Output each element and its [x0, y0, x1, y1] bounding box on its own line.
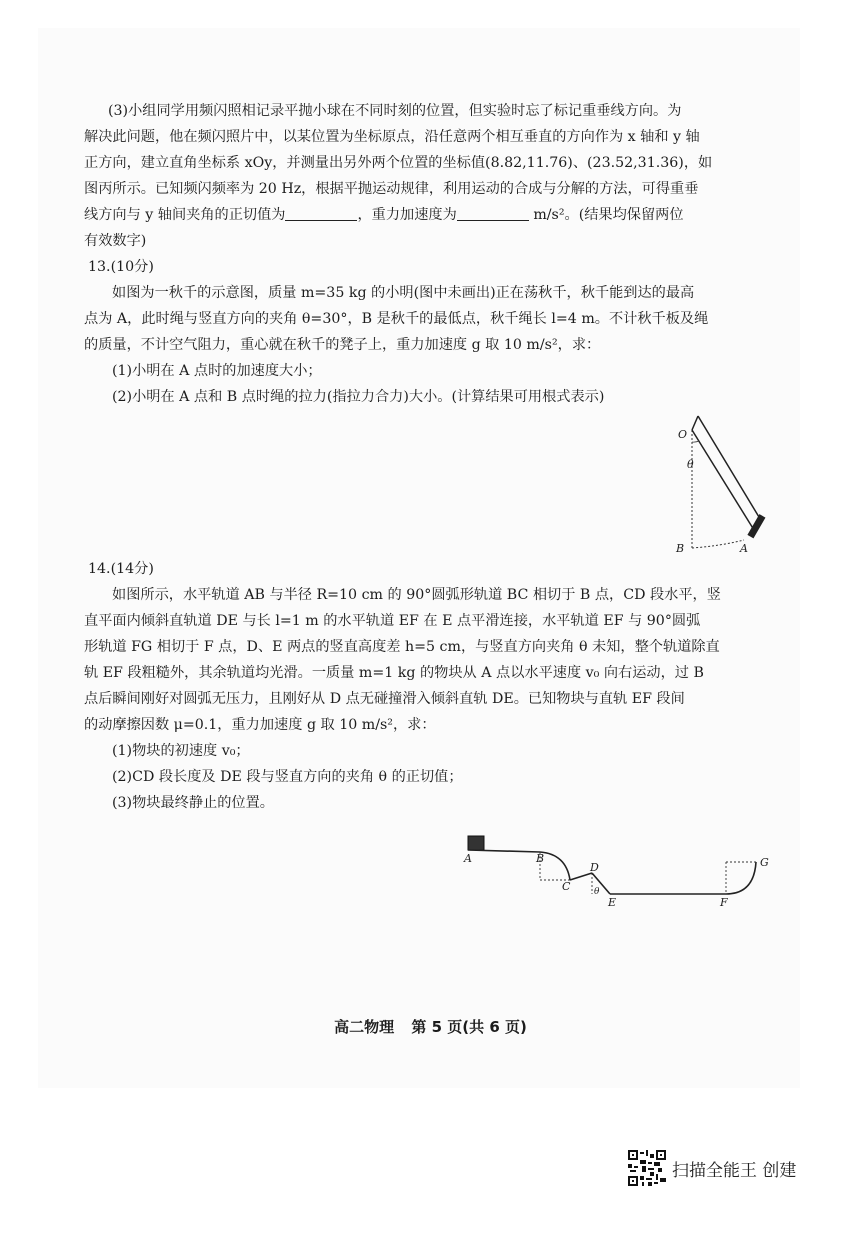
q13-line1: 如图为一秋千的示意图，质量 m=35 kg 的小明(图中未画出)正在荡秋千，秋千能到达的最高 [112, 285, 695, 301]
track-diagram [458, 828, 788, 910]
label-B: B [676, 542, 685, 555]
q14-line5: 点后瞬间刚好对圆弧无压力，且刚好从 D 点无碰撞滑入倾斜直轨 DE。已知物块与直轨 EF 段间 [84, 691, 685, 707]
footer-subject: 高二物理 [334, 1018, 395, 1036]
q12-3-line3: 正方向，建立直角坐标系 xOy，并测量出另外两个位置的坐标值(8.82,11.76)、(23.52,31.36)，如 [84, 155, 713, 171]
q12-3-line5-text-b: ，重力加速度为 [357, 207, 457, 223]
block [468, 836, 484, 850]
q13-sub2: (2)小明在 A 点和 B 点时绳的拉力(指拉力合力)大小。(计算结果可用根式表示) [112, 389, 605, 405]
q13-line3: 的质量，不计空气阻力，重心就在秋千的凳子上，重力加速度 g 取 10 m/s²，求： [84, 337, 601, 353]
label-O: O [678, 428, 688, 441]
label-D: D [590, 861, 599, 874]
q14-line2: 直平面内倾斜直轨道 DE 与长 l=1 m 的水平轨道 EF 在 E 点平滑连接，水平轨道 EF 与 90°圆弧 [84, 613, 701, 629]
rope-top-extension [692, 416, 698, 430]
q13-sub1: (1)小明在 A 点时的加速度大小； [112, 363, 322, 379]
label-A: A [740, 542, 748, 555]
qr-code-icon [628, 1150, 666, 1186]
q12-3-line1: (3)小组同学用频闪照相记录平抛小球在不同时刻的位置，但实验时忘了标记重垂线方向。为 [108, 103, 682, 119]
label-theta: θ [594, 887, 600, 897]
label-E: E [608, 896, 617, 909]
q12-3-line5-text-a: 线方向与 y 轴间夹角的正切值为 [84, 207, 286, 223]
q13-header: 13.(10分) [88, 259, 154, 275]
theta-arc [692, 441, 699, 442]
swing-rope [692, 430, 754, 530]
swing-diagram [670, 410, 780, 560]
q12-3-line5 [84, 202, 684, 228]
q14-line3: 形轨道 FG 相切于 F 点，D、E 两点的竖直高度差 h=5 cm，与竖直方向夹角 θ 未知，整个轨道除直 [84, 639, 720, 655]
swing-rope-upper [698, 416, 762, 522]
label-A: A [464, 852, 472, 865]
watermark-text: 扫描全能王 创建 [672, 1160, 797, 1181]
q12-3-line4: 图丙所示。已知频闪频率为 20 Hz，根据平抛运动规律，利用运动的合成与分解的方法，可得重垂 [84, 181, 699, 197]
q14-header: 14.(14分) [88, 561, 154, 577]
scanner-watermark [628, 1150, 796, 1186]
q14-sub1: (1)物块的初速度 v₀； [112, 743, 250, 759]
q14-sub3: (3)物块最终静止的位置。 [112, 795, 274, 811]
footer-page-number: 第 5 页(共 6 页) [411, 1018, 527, 1036]
q14-line1: 如图所示，水平轨道 AB 与半径 R=10 cm 的 90°圆弧形轨道 BC 相切于 B 点，CD 段水平，竖 [112, 587, 721, 603]
track-BC [540, 852, 570, 880]
swing-seat [747, 514, 765, 538]
label-B: B [536, 852, 545, 865]
answer-blank-tan [285, 206, 357, 221]
track-CD [570, 873, 592, 880]
q14-line4: 轨 EF 段粗糙外，其余轨道均光滑。一质量 m=1 kg 的物块从 A 点以水平速度 v₀ 向右运动，过 B [84, 665, 704, 681]
swing-arc-path [692, 540, 744, 548]
page-footer [0, 1016, 861, 1037]
label-C: C [562, 880, 571, 893]
label-theta: θ [687, 458, 694, 471]
q12-3-line6: 有效数字) [84, 233, 147, 249]
track-FG [726, 862, 756, 894]
q12-3-line2: 解决此问题，他在频闪照片中，以某位置为坐标原点，沿任意两个相互垂直的方向作为 x 轴和 y 轴 [84, 129, 700, 145]
answer-blank-g [457, 206, 529, 221]
track-AB [468, 850, 540, 852]
q14-sub2: (2)CD 段长度及 DE 段与竖直方向的夹角 θ 的正切值； [112, 769, 463, 785]
q13-line2: 点为 A，此时绳与竖直方向的夹角 θ=30°，B 是秋千的最低点，秋千绳长 l=4 m。不计秋千板及绳 [84, 311, 709, 327]
label-G: G [760, 856, 769, 869]
q14-line6: 的动摩擦因数 μ=0.1，重力加速度 g 取 10 m/s²，求： [84, 717, 436, 733]
q12-3-line5-text-c: m/s²。(结果均保留两位 [528, 207, 684, 223]
label-F: F [720, 896, 728, 909]
